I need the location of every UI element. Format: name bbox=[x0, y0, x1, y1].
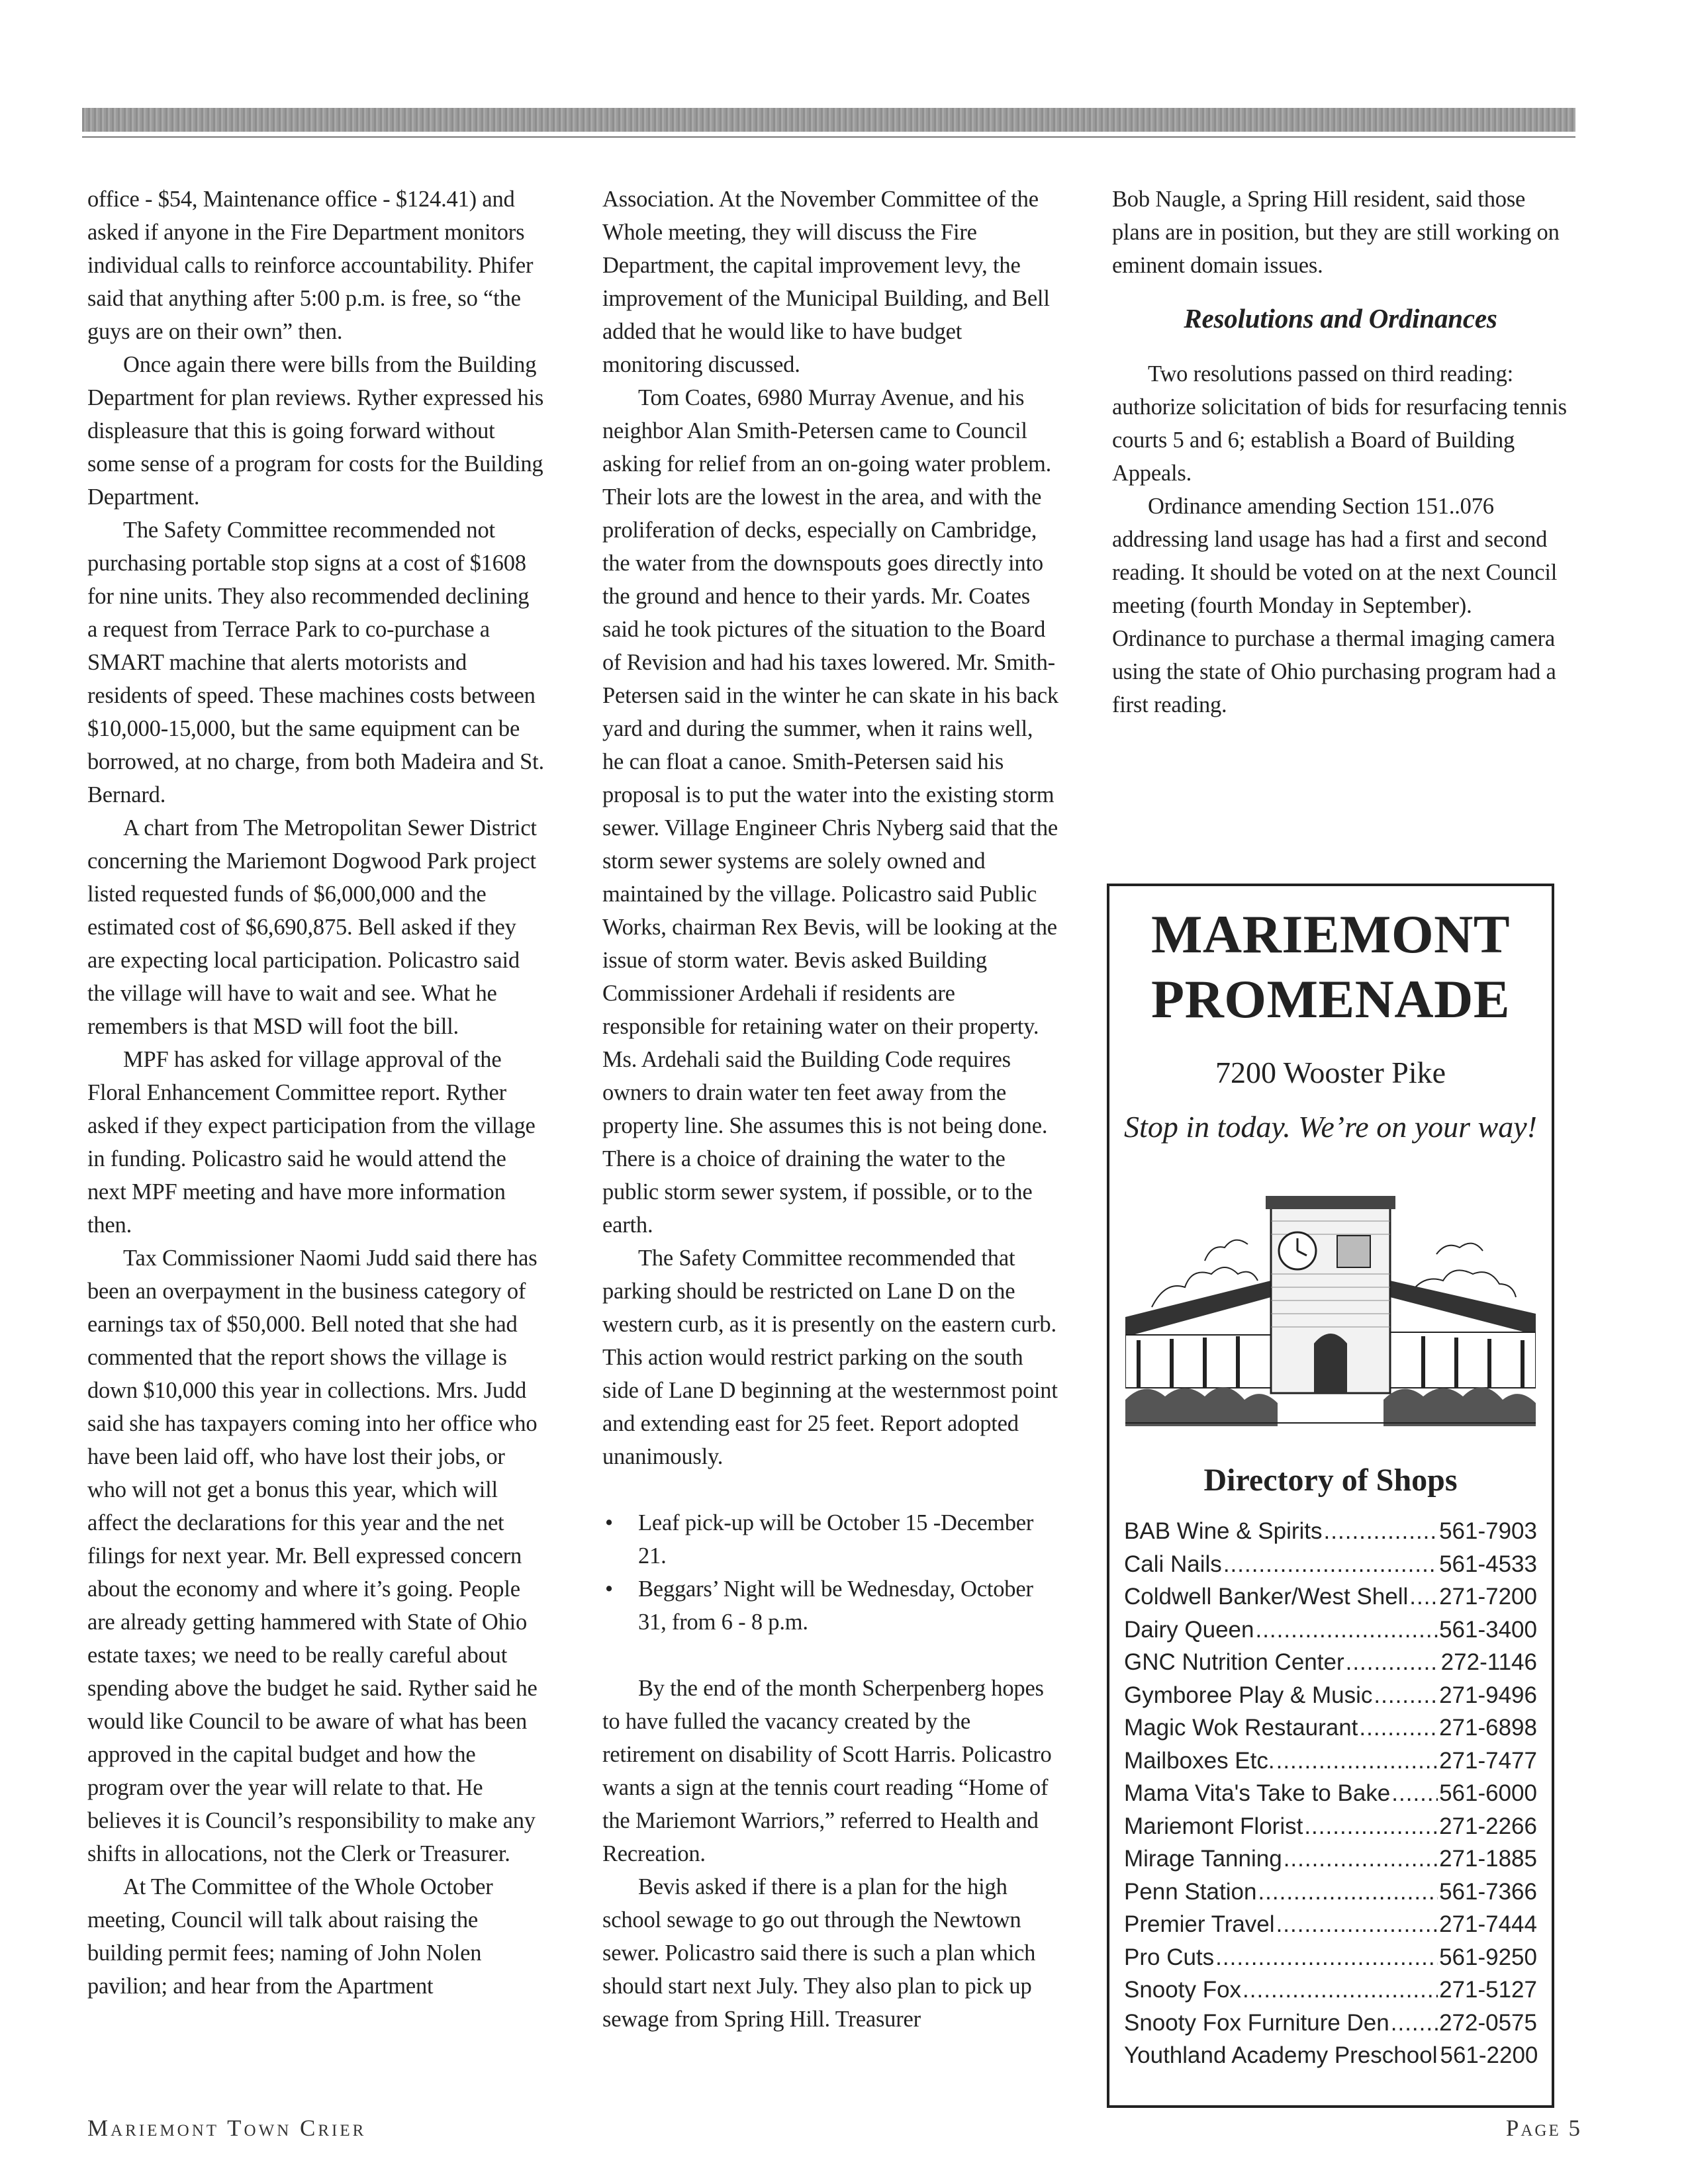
shop-row bbox=[1124, 1548, 1537, 1581]
dot-leader bbox=[1258, 1876, 1438, 1909]
bullet-list bbox=[602, 1506, 1059, 1639]
paragraph: Once again there were bills from the Building Department for plan reviews. Ryther expressed his displeasure that this is going forward without some sense of a program for costs for the Building Department. bbox=[87, 352, 544, 510]
section-heading: Resolutions and Ordinances bbox=[1184, 303, 1497, 334]
dot-leader bbox=[1391, 2007, 1438, 2040]
bullet-item: • Leaf pick-up will be October 15 -December 21. bbox=[602, 1506, 1059, 1572]
shop-name: BAB Wine & Spirits bbox=[1124, 1518, 1323, 1544]
ad-title-line-2: PROMENADE bbox=[1150, 969, 1511, 1029]
dot-leader bbox=[1223, 1548, 1438, 1581]
shop-phone: 271-7200 bbox=[1439, 1584, 1537, 1610]
shop-row bbox=[1124, 1777, 1537, 1810]
dot-leader bbox=[1284, 1843, 1438, 1876]
shop-name: Snooty Fox bbox=[1124, 1977, 1242, 2003]
shop-name: Pro Cuts bbox=[1124, 1944, 1215, 1970]
paragraph: The Safety Committee recommended that parking should be restricted on Lane D on the western curb, as it is presently on the eastern curb. This action would restrict parking on the south side of Lane D beginning at the westernmost point and extending east for 25 feet. Report adopted unanimously. bbox=[602, 1246, 1058, 1469]
publication-name: Mariemont Town Crier bbox=[87, 2115, 367, 2141]
shop-phone: 561-2200 bbox=[1440, 2042, 1538, 2068]
shop-phone: 271-2266 bbox=[1439, 1813, 1537, 1839]
shop-phone: 271-5127 bbox=[1439, 1977, 1537, 2003]
article-column-3 bbox=[1112, 183, 1569, 721]
dot-leader bbox=[1276, 1908, 1438, 1941]
paragraph: Bob Naugle, a Spring Hill resident, said those plans are in position, but they are still working on eminent domain issues. bbox=[1112, 187, 1560, 278]
directory-title: Directory of Shops bbox=[1203, 1463, 1458, 1498]
mariemont-promenade-ad bbox=[1107, 884, 1554, 2108]
dot-leader bbox=[1324, 1515, 1438, 1548]
shop-phone: 561-7366 bbox=[1439, 1878, 1537, 1905]
paragraph: The Safety Committee recommended not purchasing portable stop signs at a cost of $1608 for nine units. They also recommended declining a request from Terrace Park to co-purchase a SMART machine that alerts motorists and residents of speed. These machines costs between $10,000-15,000, but the same equipment can be borrowed, at no charge, from both Madeira and St. Bernard. bbox=[87, 518, 544, 807]
dot-leader bbox=[1374, 1679, 1438, 1712]
shop-phone: 561-4533 bbox=[1439, 1551, 1537, 1577]
ad-title-line-1: MARIEMONT bbox=[1150, 904, 1511, 964]
shop-name: Mariemont Florist bbox=[1124, 1813, 1303, 1839]
paragraph: At The Committee of the Whole October meeting, Council will talk about raising the building permit fees; naming of John Nolen pavilion; and hear from the Apartment bbox=[87, 1874, 493, 1999]
paragraph: MPF has asked for village approval of the Floral Enhancement Committee report. Ryther asked if they expect participation from the village in funding. Policastro said he would attend the next MPF meeting and have more information then. bbox=[87, 1047, 536, 1238]
shop-row bbox=[1124, 1646, 1537, 1679]
bullet-item: • Beggars’ Night will be Wednesday, October 31, from 6 - 8 p.m. bbox=[602, 1572, 1059, 1639]
shop-name: Premier Travel bbox=[1124, 1911, 1275, 1937]
shop-phone: 271-7477 bbox=[1439, 1747, 1537, 1774]
shop-row bbox=[1124, 1876, 1537, 1909]
shop-name: Mama Vita's Take to Bake bbox=[1124, 1780, 1391, 1806]
shop-row bbox=[1124, 1614, 1537, 1647]
shop-row bbox=[1124, 1908, 1537, 1941]
shop-name: Cali Nails bbox=[1124, 1551, 1222, 1577]
header-rule-bar bbox=[82, 108, 1575, 132]
dot-leader bbox=[1304, 1810, 1438, 1843]
header-rule-line bbox=[82, 136, 1575, 138]
paragraph: Ordinance amending Section 151..076 addressing land usage has had a first and second reading. It should be voted on at the next Council meeting (fourth Monday in September). Ordinance to purchase a thermal imaging camera using the state of Ohio purchasing program had a first reading. bbox=[1112, 494, 1558, 717]
shop-phone: 271-6898 bbox=[1439, 1715, 1537, 1741]
clock-tower-illustration bbox=[1125, 1181, 1536, 1426]
shop-row bbox=[1124, 1711, 1537, 1745]
paragraph: Bevis asked if there is a plan for the high school sewage to go out through the Newtown sewer. Policastro said there is such a plan which should start next July. They also plan to pick up sewage from Spring Hill. Treasurer bbox=[602, 1874, 1036, 2032]
paragraph: Association. At the November Committee of the Whole meeting, they will discuss the Fire Department, the capital improvement levy, the improvement of the Municipal Building, and Bell added that he would like to have budget monitoring discussed. bbox=[602, 187, 1050, 377]
shop-phone: 561-7903 bbox=[1439, 1518, 1537, 1544]
paragraph: Tax Commissioner Naomi Judd said there has been an overpayment in the business category of earnings tax of $50,000. Bell noted that she had commented that the report shows the village is down $10,000 this year in collections. Mrs. Judd said she has taxpayers coming into her office who have been laid off, who have lost their jobs, or who will not get a bonus this year, which will affect the declarations for this year and the net filings for next year. Mr. Bell expressed concern about the economy and where it’s going. People are already getting hammered with State of Ohio estate taxes; we need to be really careful about spending above the budget he said. Ryther said he would like Council to be aware of what has been approved in the capital budget and how the program over the year will relate to that. He believes it is Council’s responsibility to make any shifts in allocations, not the Clerk or Treasurer. bbox=[87, 1246, 538, 1866]
shop-row bbox=[1124, 1974, 1537, 2007]
article-column-1 bbox=[87, 183, 544, 2003]
dot-leader bbox=[1243, 1974, 1438, 2007]
shop-name: GNC Nutrition Center bbox=[1124, 1649, 1344, 1675]
shop-row bbox=[1124, 1810, 1537, 1843]
shop-name: Mirage Tanning bbox=[1124, 1846, 1282, 1872]
dot-leader bbox=[1215, 1941, 1438, 1974]
shop-row bbox=[1124, 2007, 1537, 2040]
ad-address: 7200 Wooster Pike bbox=[1215, 1056, 1446, 1089]
dot-leader bbox=[1359, 1711, 1438, 1745]
shop-name: Dairy Queen bbox=[1124, 1616, 1254, 1643]
shop-row bbox=[1124, 1580, 1537, 1614]
ad-title bbox=[1109, 902, 1552, 1032]
paragraph: office - $54, Maintenance office - $124.41) and asked if anyone in the Fire Department monitors individual calls to reinforce accountability. Phifer said that anything after 5:00 p.m. is free, so “the guys are on their own” then. bbox=[87, 187, 534, 344]
shop-row bbox=[1124, 1941, 1537, 1974]
dot-leader bbox=[1391, 1777, 1438, 1810]
shop-phone: 272-0575 bbox=[1439, 2009, 1537, 2036]
shop-phone: 561-6000 bbox=[1439, 1780, 1537, 1806]
shop-directory bbox=[1124, 1515, 1537, 2072]
shop-name: Penn Station bbox=[1124, 1878, 1257, 1905]
dot-leader bbox=[1409, 1580, 1438, 1614]
shop-row bbox=[1124, 1843, 1537, 1876]
dot-leader bbox=[1346, 1646, 1440, 1679]
shop-name: Mailboxes Etc. bbox=[1124, 1747, 1275, 1774]
shop-phone: 272-1146 bbox=[1440, 1649, 1537, 1675]
paragraph: By the end of the month Scherpenberg hopes to have fulled the vacancy created by the retirement on disability of Scott Harris. Policastro wants a sign at the tennis court reading “Home of the Mariemont Warriors,” referred to Health and Recreation. bbox=[602, 1676, 1052, 1866]
shop-phone: 271-7444 bbox=[1439, 1911, 1537, 1937]
article-column-2 bbox=[602, 183, 1059, 2036]
shop-phone: 561-3400 bbox=[1439, 1616, 1537, 1643]
paragraph: Two resolutions passed on third reading: authorize solicitation of bids for resurfacing tennis courts 5 and 6; establish a Board of Building Appeals. bbox=[1112, 361, 1567, 486]
shop-phone: 561-9250 bbox=[1439, 1944, 1537, 1970]
shop-name: Coldwell Banker/West Shell bbox=[1124, 1584, 1409, 1610]
dot-leader bbox=[1276, 1745, 1438, 1778]
shop-name: Snooty Fox Furniture Den bbox=[1124, 2009, 1389, 2036]
paragraph: A chart from The Metropolitan Sewer District concerning the Mariemont Dogwood Park project listed requested funds of $6,000,000 and the estimated cost of $6,690,875. Bell asked if they are expecting local participation. Policastro said the village will have to wait and see. What he remembers is that MSD will foot the bill. bbox=[87, 815, 537, 1039]
shop-row bbox=[1124, 2039, 1537, 2072]
shop-name: Gymboree Play & Music bbox=[1124, 1682, 1373, 1708]
shop-phone: 271-9496 bbox=[1439, 1682, 1537, 1708]
shop-phone: 271-1885 bbox=[1439, 1846, 1537, 1872]
ad-tagline: Stop in today. We’re on your way! bbox=[1124, 1110, 1537, 1144]
shop-row bbox=[1124, 1515, 1537, 1548]
page-number: Page 5 bbox=[1505, 2115, 1582, 2141]
paragraph: Tom Coates, 6980 Murray Avenue, and his neighbor Alan Smith-Petersen came to Council asking for relief from an on-going water problem. Their lots are the lowest in the area, and with the proliferation of decks, especially on Cambridge, the water from the downspouts goes directly into the ground and hence to their yards. Mr. Coates said he took pictures of the situation to the Board of Revision and had his taxes lowered. Mr. Smith-Petersen said in the winter he can skate in his back yard and during the summer, when it rains well, he can float a canoe. Smith-Petersen said his proposal is to put the water into the existing storm sewer. Village Engineer Chris Nyberg said that the storm sewer systems are solely owned and maintained by the village. Policastro said Public Works, chairman Rex Bevis, will be looking at the issue of storm water. Bevis asked Building Commissioner Ardehali if residents are responsible for retaining water on their property. Ms. Ardehali said the Building Code requires owners to drain water ten feet away from the property line. She assumes this is not being done. There is a choice of draining the water to the public storm sewer system, if possible, or to the earth. bbox=[602, 385, 1058, 1238]
shop-name: Youthland Academy Preschool bbox=[1124, 2042, 1438, 2068]
shop-row bbox=[1124, 1745, 1537, 1778]
shop-row bbox=[1124, 1679, 1537, 1712]
dot-leader bbox=[1255, 1614, 1438, 1647]
shop-name: Magic Wok Restaurant bbox=[1124, 1715, 1358, 1741]
